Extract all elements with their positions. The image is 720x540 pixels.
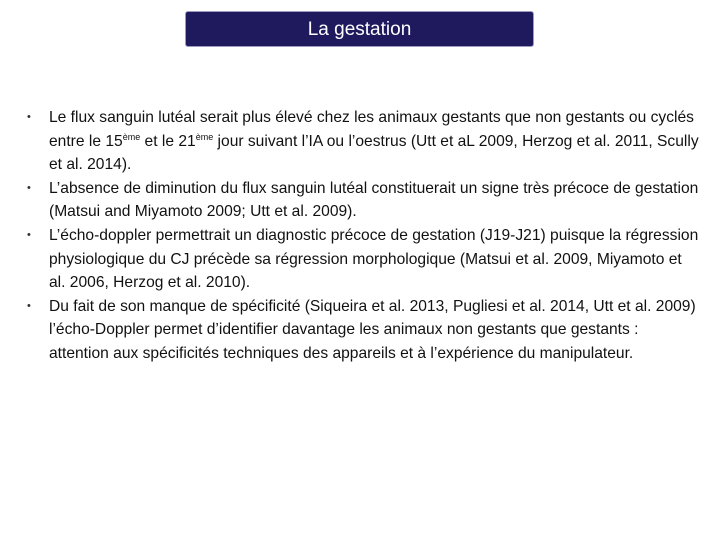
bullet-text: L’écho-doppler permettrait un diagnostic précoce de gestation (J19-J21) puisque la régression physiologique du CJ précède sa régression morphologique (Matsui et al. 2009, Miyamoto et al. 2006, Herzog et al. 2010). xyxy=(49,226,699,292)
bullet-text: Le flux sanguin lutéal serait plus élevé chez les animaux gestants que non gestants ou cyclés entre le 15ème et le 21ème jour suivant l’IA ou l’oestrus (Utt et aL 2009, Herzog et al. 2011, Scully et al. 2014). xyxy=(49,109,699,174)
slide-title: La gestation xyxy=(307,18,412,40)
bullet-text: Du fait de son manque de spécificité (Siqueira et al. 2013, Pugliesi et al. 2014, Utt et al. 2009) l’écho-Doppler permet d’identifier davantage les animaux non gestants que gestants : attention aux spécificités techniques des appareils et à l’expérience du manipulateur. xyxy=(49,297,696,362)
bullet-item-4 xyxy=(27,295,702,366)
superscript: ème xyxy=(195,131,214,142)
slide-title-box xyxy=(185,11,534,47)
bullet-icon: • xyxy=(27,299,31,312)
bullet-icon: • xyxy=(27,181,31,194)
bullet-icon: • xyxy=(27,228,31,241)
bullet-item-1 xyxy=(27,106,702,177)
bullet-icon: • xyxy=(27,111,31,123)
superscript: ème xyxy=(122,131,141,142)
bullet-list xyxy=(27,106,702,366)
bullet-text: L’absence de diminution du flux sanguin lutéal constituerait un signe très précoce de gestation (Matsui and Miyamoto 2009; Utt et al. 2009). xyxy=(49,179,699,221)
bullet-item-3 xyxy=(27,224,702,295)
bullet-item-2 xyxy=(27,177,702,224)
